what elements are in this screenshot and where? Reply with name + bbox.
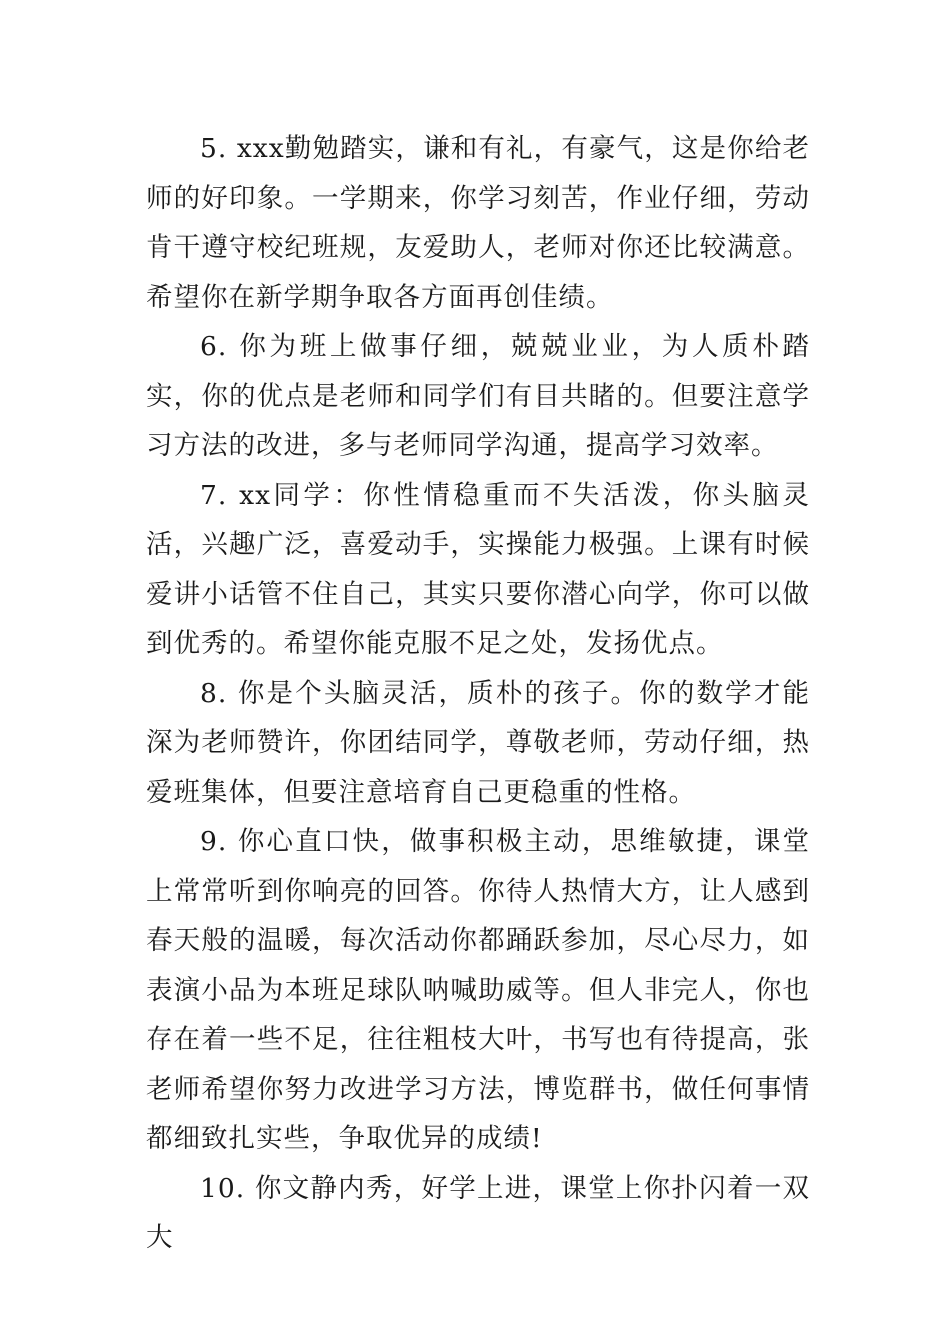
comment-paragraph-9: 9. 你心直口快，做事积极主动，思维敏捷，课堂上常常听到你响亮的回答。你待人热情大方，让人感到春天般的温暖，每次活动你都踊跃参加，尽心尽力，如表演小品为本班足球队呐喊助威等。但人非完人，你也存在着一些不足，往往粗枝大叶，书写也有待提高，张老师希望你努力改进学习方法，博览群书，做任何事情都细致扎实些，争取优异的成绩! — [146, 826, 810, 1154]
document-body — [146, 124, 810, 1263]
comment-paragraph-8: 8. 你是个头脑灵活，质朴的孩子。你的数学才能深为老师赞许，你团结同学，尊敬老师，劳动仔细，热爱班集体，但要注意培育自己更稳重的性格。 — [146, 677, 810, 808]
comment-paragraph-5: 5. xxx勤勉踏实，谦和有礼，有豪气，这是你给老师的好印象。一学期来，你学习刻苦，作业仔细，劳动肯干遵守校纪班规，友爱助人，老师对你还比较满意。希望你在新学期争取各方面再创佳绩。 — [146, 133, 810, 313]
comment-paragraph-7: 7. xx同学：你性情稳重而不失活泼，你头脑灵活，兴趣广泛，喜爱动手，实操能力极强。上课有时候爱讲小话管不住自己，其实只要你潜心向学，你可以做到优秀的。希望你能克服不足之处，发扬优点。 — [146, 479, 810, 659]
comment-paragraph-10: 10. 你文静内秀，好学上进，课堂上你扑闪着一双大 — [146, 1172, 810, 1253]
comment-paragraph-6: 6. 你为班上做事仔细，兢兢业业，为人质朴踏实，你的优点是老师和同学们有目共睹的。但要注意学习方法的改进，多与老师同学沟通，提高学习效率。 — [146, 331, 810, 461]
